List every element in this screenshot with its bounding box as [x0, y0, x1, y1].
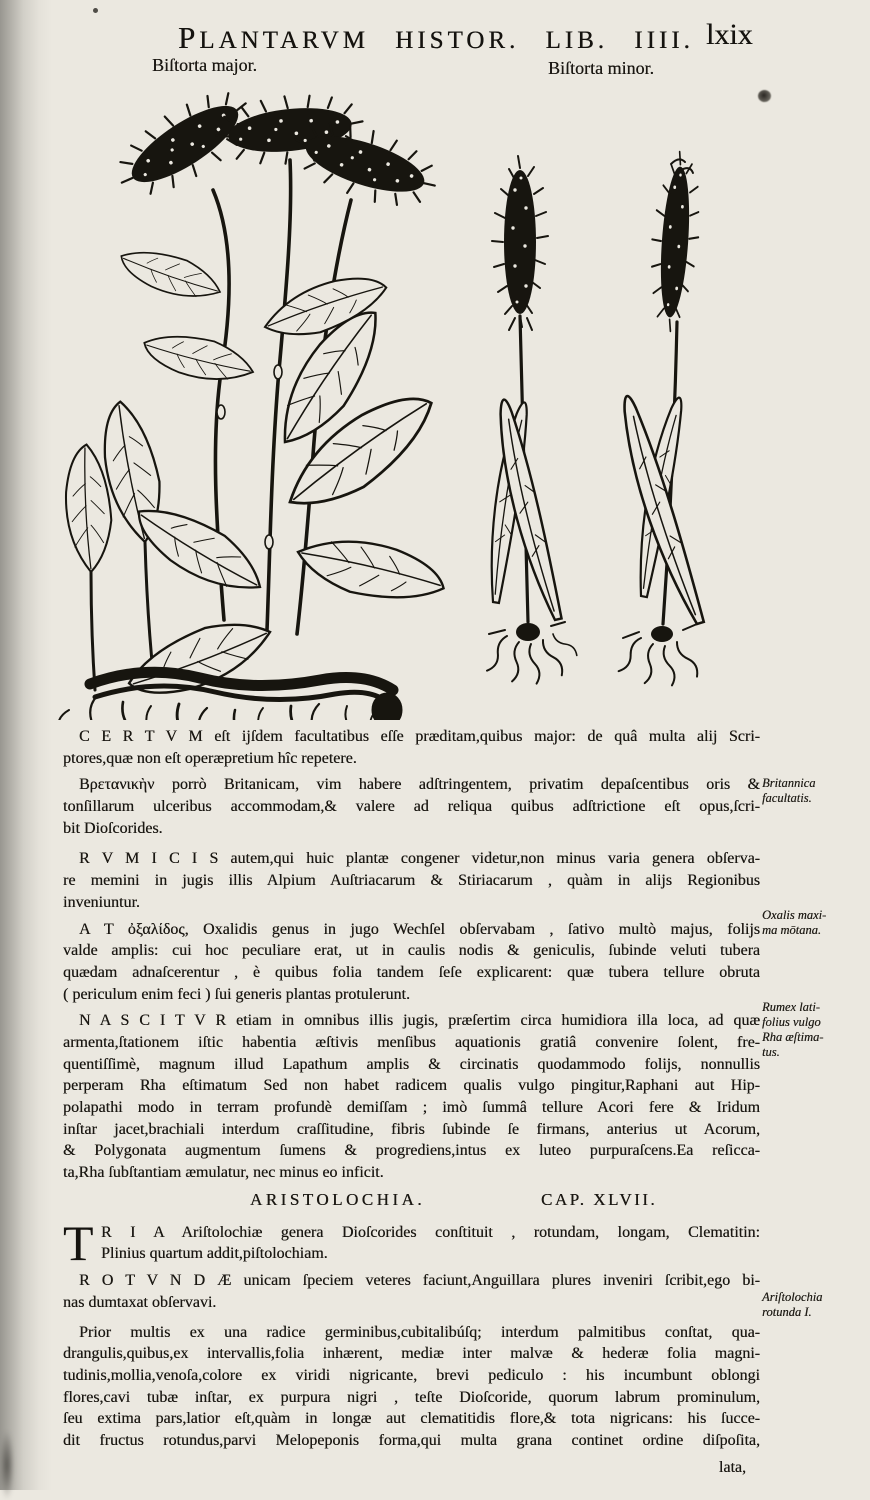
ink-dot	[758, 90, 771, 102]
page-number: lxix	[706, 18, 753, 51]
text-line: R O T V N D Æ unicam ſpeciem veteres faciunt,Anguillara plures inveniri ſcribit,ego bi-	[79, 1272, 760, 1290]
margin-note-line: Rumex lati-	[762, 1000, 820, 1014]
rhizome-roots	[49, 672, 402, 720]
paragraph-nascitur	[63, 1010, 760, 1184]
catchword: lata,	[718, 1458, 746, 1476]
text-line: re memini in jugis illis Alpium Auſtriacarum & Stiriacarum , quàm in alijs Regionibus	[63, 872, 760, 890]
text-line: valde amplis: cui hoc peculiare erat, ut in caulis nodis & geniculis, ſubinde veluti tubera	[63, 942, 760, 960]
section-heading-row	[63, 1190, 760, 1216]
text-line: dit fructus rotundus,parvi Melopeponis forma,qui multa grana continet ordine diſpoſita,	[63, 1431, 760, 1449]
margin-note-line: Ariſtolochia	[762, 1290, 823, 1304]
bistorta-minor-illustration	[435, 150, 775, 712]
margin-note-aristolochia	[762, 1290, 864, 1320]
margin-note-line: facultatis.	[762, 791, 812, 805]
text-line: ptores,quæ non eſt operæpretium hîc repetere.	[63, 749, 357, 767]
margin-note-line: ma mōtana.	[762, 923, 822, 937]
margin-note-line: Britannica	[762, 776, 816, 790]
text-line: inſtar jacet,brachiali interdum craſſitudine, fibris ſubinde ſe firmans, anterius ut Acorum,	[63, 1120, 760, 1138]
text-line: Plinius quartum addit,piſtolochiam.	[101, 1245, 328, 1263]
margin-note-line: folius vulgo	[762, 1015, 821, 1029]
paragraph-britanicam	[63, 774, 760, 839]
text-line: bit Dioſcorides.	[63, 819, 163, 837]
text-line: tudinis,mollia,venoſa,colore ex viridi nigricante, brevi pediculo : his incumbunt oblongi	[63, 1366, 760, 1384]
text-line: Prior multis ex una radice germinibus,cubitalibúſq; interdum palmitibus conſtat, qua-	[79, 1323, 760, 1341]
text-line: C E R T V M eſt ijſdem facultatibus eſſe præditam,quibus major: de quâ multa alij Scri-	[79, 728, 760, 745]
text-line: & Polygonata augmentum ſumens & progrediens,intus ex luteo purpuraſcens.Ea reſicca-	[63, 1142, 760, 1160]
text-line: quædam adnaſcerentur , è quibus folia tandem ſeſe explicarent: quæ tubera tellure obruta	[63, 963, 760, 981]
text-line: R I A Ariſtolochiæ genera Dioſcorides conſtituit , rotundam, longam, Clematitin:	[101, 1223, 760, 1241]
text-line: nas dumtaxat obſervavi.	[63, 1293, 217, 1311]
text-line: ta,Rha ſubſtantiam æmulatur, nec minus eo inficit.	[63, 1164, 384, 1182]
margin-note-line: tus.	[762, 1045, 780, 1059]
dropcap-T: T	[63, 1214, 94, 1271]
text-line: armenta,ſtationem iſtic habentia æſtivis menſibus aquationis gratiâ convenire ſolent, fre-	[63, 1033, 760, 1051]
text-line: A T ὀξαλίδος, Oxalidis genus in jugo Wechſel obſervabam , ſativo multò majus, folijs	[79, 920, 760, 938]
text-line: ſeu extima pars,latior eſt,quàm in longæ aut clematitidis flore,& tota nigricans: his ſucce-	[63, 1410, 760, 1428]
text-line: tonſillarum ulceribus accommodam,& valere ad reliqua quibus adſtrictione eſt opus,ſcri-	[63, 798, 760, 816]
margin-note-line: Rha æſtima-	[762, 1030, 824, 1044]
root-right	[616, 624, 700, 686]
paragraph-rotundae	[63, 1270, 760, 1313]
text-line: drangulis,quibus,ex intervallis,folia inhærent, mediæ inter malvæ & hederæ folia magni-	[63, 1345, 760, 1363]
paragraph-oxalidis	[63, 919, 760, 1006]
text-line: polapathi modo in terram profundè demiſſam ; imò ſummâ tellure Acori fere & Iridum	[63, 1099, 760, 1116]
text-line: ( periculum enim feci ) ſui generis plantas protulerunt.	[63, 985, 410, 1003]
text-line: N A S C I T V R etiam in omnibus illis jugis, præſertim circa humidiora illa loca, ad quæ	[79, 1012, 760, 1030]
text-line: Βρετανικὴν porrò Britanicam, vim habere adſtringentem, privatim depaſcentibus oris &	[79, 776, 760, 794]
paragraph-prior	[63, 1322, 760, 1452]
text-line: quentiſſimè, magnum illud Lapathum amplis & circinatis quodammodo folijs, nonnullis	[63, 1055, 760, 1073]
root-left	[485, 622, 579, 684]
text-line: perperam Rha eſtimatum Sed non habet radicem qualis vulgo pingitur,Raphani aut Hip-	[63, 1077, 760, 1095]
figure-caption-bistorta-minor: Biſtorta minor.	[548, 58, 654, 78]
paragraph-certum	[63, 726, 760, 769]
page-title: PLANTARVM HISTOR. LIB. IIII.	[178, 20, 694, 55]
text-line: R V M I C I S autem,qui huic plantæ congener videtur,non minus varia genera obſerva-	[79, 850, 760, 868]
paragraph-rumicis	[63, 848, 760, 913]
minor-plant-right	[613, 150, 707, 686]
minor-plant-left	[480, 156, 579, 684]
text-column	[63, 726, 760, 1479]
bistorta-major-illustration	[35, 72, 445, 720]
margin-note-line: rotunda I.	[762, 1305, 812, 1319]
chapter-heading: CAP. XLVII.	[541, 1189, 658, 1209]
paragraph-tria	[63, 1214, 760, 1271]
margin-note-rumex	[762, 1000, 864, 1060]
leaves	[64, 239, 445, 708]
text-line: flores,cavi tubæ inſtar, ex purpura nigri , teſte Dioſcoride, quorum labrum prominulum,	[63, 1388, 760, 1406]
margin-note-britannica	[762, 776, 864, 806]
margin-note-oxalis	[762, 908, 864, 938]
flower-spikes	[104, 76, 445, 218]
section-heading-aristolochia: ARISTOLOCHIA.	[250, 1189, 426, 1209]
text-line: inveniuntur.	[63, 893, 140, 911]
figure-caption-bistorta-major: Biſtorta major.	[152, 55, 257, 75]
ink-speck	[93, 8, 98, 13]
margin-note-line: Oxalis maxi-	[762, 908, 827, 922]
